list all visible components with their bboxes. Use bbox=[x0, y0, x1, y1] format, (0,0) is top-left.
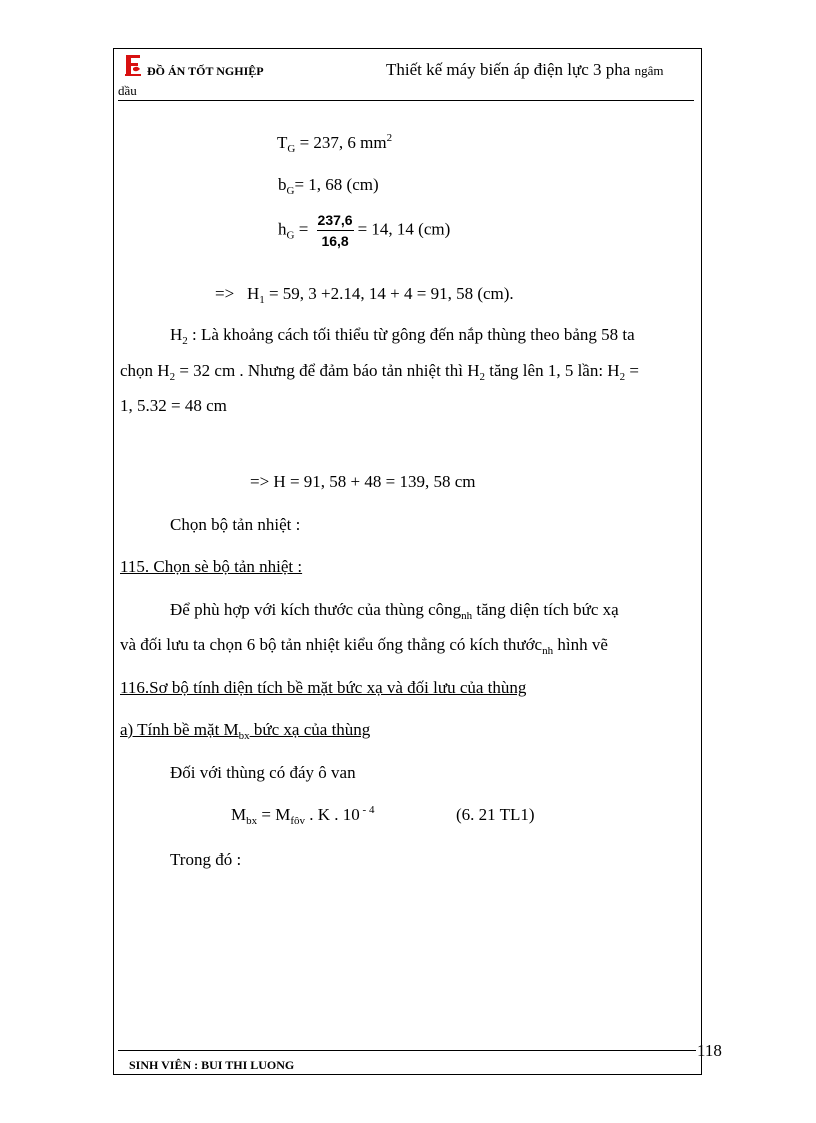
equation-bg: $b_G= 1$, 68 (cm) bbox=[278, 175, 379, 197]
where-text: Trong đó : bbox=[170, 850, 242, 869]
section-a-heading: a) Tính bề mặt $M_{bx}$ bức xạ của thùng bbox=[120, 720, 371, 742]
equation-h-total: => H = 91, 58 + 48 = 139, 58 cm bbox=[250, 472, 476, 491]
header-divider bbox=[118, 100, 694, 101]
fraction: $\frac{237,6}{16,8}$ bbox=[317, 212, 353, 249]
equation-hg: $h_G$ = $\frac{237,6}{16,8}$ = 14, 14 (cm) bbox=[278, 212, 451, 249]
equation-h1: => $H_1 = 59$, 3 +2.14, 14 + 4 = 91, 58 (cm). bbox=[215, 284, 514, 306]
oval-tank-text: Đối với thùng có đáy ô van bbox=[170, 763, 356, 782]
paragraph-115-line2: và đối lưu ta chọn 6 bộ tản nhiệt kiểu ống thẳng có kích thước$_{nh}$ hình vẽ bbox=[120, 635, 608, 657]
choose-radiator-text: Chọn bộ tản nhiệt : bbox=[170, 515, 301, 534]
paragraph-115-line1: Để phù hợp với kích thước của thùng công$_{nh}$ tăng diện tích bức xạ bbox=[170, 600, 619, 622]
paragraph-h2-line2: chọn $H_2 = 32$ cm . Nhưng để đảm báo tản nhiệt thì $H_2$ tăng lên 1, 5 lần: $H_2$ = bbox=[120, 361, 639, 383]
page-number: 118 bbox=[697, 1041, 722, 1060]
thesis-logo-icon bbox=[124, 53, 142, 77]
equation-mbx-reference: (6. 21 TL1) bbox=[456, 805, 535, 824]
section-116-heading: 116.Sơ bộ tính diện tích bề mặt bức xạ và đối lưu của thùng bbox=[120, 678, 527, 697]
equation-tg: $T_G = 237$, 6 $mm^2$ bbox=[277, 132, 393, 155]
header-left-title: ĐỒ ÁN TỐT NGHIỆP bbox=[147, 64, 264, 78]
paragraph-h2-line3: 1, 5.32 = 48 cm bbox=[120, 396, 227, 415]
footer-student-name: SINH VIÊN : BUI THI LUONG bbox=[129, 1058, 295, 1072]
footer-divider bbox=[118, 1050, 696, 1051]
equation-mbx: $M_{bx} = M_{fôv}$ . K . 10 $^{- 4}$ bbox=[231, 804, 375, 827]
header-right-title-continued: dầu bbox=[118, 83, 137, 98]
section-115-heading: 115. Chọn sè bộ tản nhiệt : bbox=[120, 557, 303, 576]
header-right-title: Thiết kế máy biến áp điện lực 3 pha ngâm bbox=[386, 60, 664, 79]
paragraph-h2-line1: $H_2$ : Là khoảng cách tối thiểu từ gông đến nắp thùng theo bảng 58 ta bbox=[170, 325, 635, 347]
